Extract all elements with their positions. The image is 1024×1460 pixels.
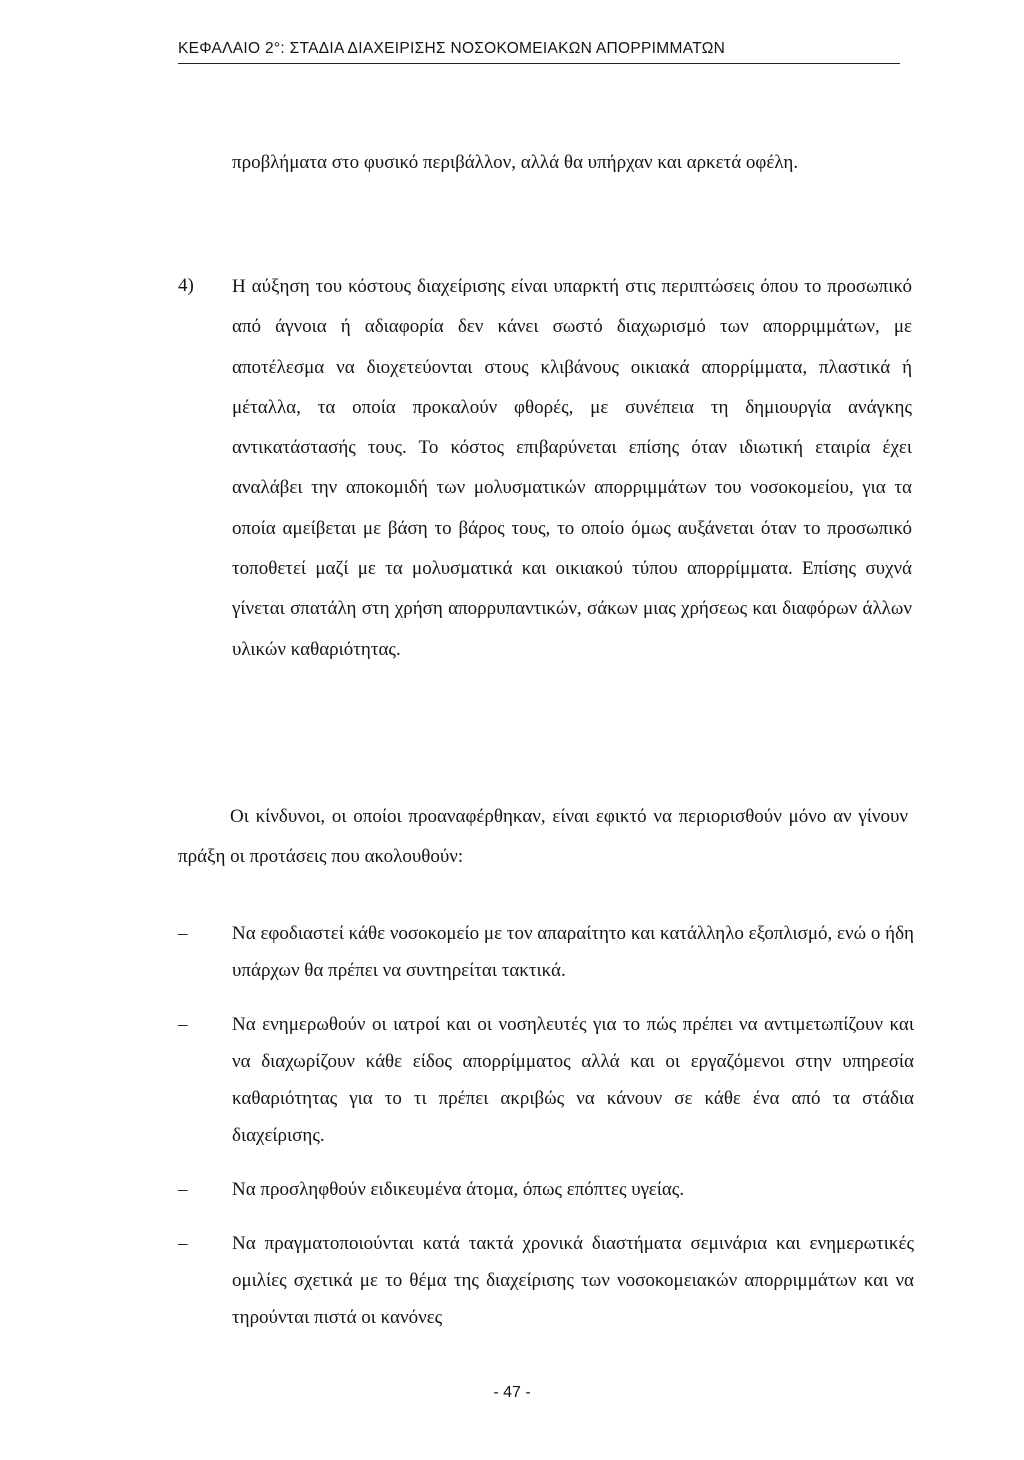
page-number: - 47 -	[493, 1384, 531, 1401]
list-item	[178, 1171, 914, 1208]
list-item-text: Να πραγματοποιούνται κατά τακτά χρονικά διαστήματα σεμινάρια και ενημερωτικές ομιλίες σχετικά με το θέμα της διαχείρισης των νοσοκομειακών απορριμμάτων και να τηρούνται πιστά οι κανόνες	[232, 1233, 914, 1328]
risks-paragraph: Οι κίνδυνοι, οι οποίοι προαναφέρθηκαν, είναι εφικτό να περιορισθούν μόνο αν γίνουν πράξη οι προτάσεις που ακολουθούν:	[178, 806, 908, 867]
header-rule	[178, 63, 900, 64]
list-item-text: Να εφοδιαστεί κάθε νοσοκομείο με τον απαραίτητο και κατάλληλο εξοπλισμό, ενώ ο ήδη υπάρχων θα πρέπει να συντηρείται τακτικά.	[232, 923, 914, 981]
dash-bullet: –	[178, 923, 188, 944]
dash-bullet: –	[178, 1233, 188, 1254]
list-item	[178, 915, 914, 989]
item-4-paragraph: Η αύξηση του κόστους διαχείρισης είναι υπαρκτή στις περιπτώσεις όπου το προσωπικό από άγνοια ή αδιαφορία δεν κάνει σωστό διαχωρισμό των απορριμμάτων, με αποτέλεσμα να διοχετεύονται στους κλιβάνους οικιακά απορρίμματα, πλαστικά ή μέταλλα, τα οποία προκαλούν φθορές, με συνέπεια τη δημιουργία ανάγκης αντικατάστασής τους. Το κόστος επιβαρύνεται επίσης όταν ιδιωτική εταιρία έχει αναλάβει την αποκομιδή των μολυσματικών απορριμμάτων του νοσοκομείου, για τα οποία αμείβεται με βάση το βάρος τους, το οποίο όμως αυξάνεται όταν το προσωπικό τοποθετεί μαζί με τα μολυσματικά και οικιακού τύπου απορρίμματα. Επίσης συχνά γίνεται σπατάλη στη χρήση απορρυπαντικών, σάκων μιας χρήσεως και διαφόρων άλλων υλικών καθαριότητας.	[232, 276, 912, 660]
dash-bullet: –	[178, 1179, 188, 1200]
item-number: 4)	[178, 275, 194, 296]
list-item	[178, 1225, 914, 1336]
dash-bullet: –	[178, 1014, 188, 1035]
list-item-text: Να προσληφθούν ειδικευμένα άτομα, όπως επόπτες υγείας.	[232, 1179, 685, 1200]
intro-paragraph: προβλήματα στο φυσικό περιβάλλον, αλλά θα υπήρχαν και αρκετά οφέλη.	[232, 152, 799, 173]
list-item	[178, 1006, 914, 1154]
proposals-list	[178, 915, 914, 1353]
list-item-text: Να ενημερωθούν οι ιατροί και οι νοσηλευτές για το πώς πρέπει να αντιμετωπίζουν και να διαχωρίζουν κάθε είδος απορρίμματος αλλά και οι εργαζόμενοι στην υπηρεσία καθαριότητας για το τι πρέπει ακριβώς να κάνουν σε κάθε ένα από τα στάδια διαχείρισης.	[232, 1014, 914, 1146]
running-header: ΚΕΦΑΛΑΙΟ 2°: ΣΤΑΔΙΑ ΔΙΑΧΕΙΡΙΣΗΣ ΝΟΣΟΚΟΜΕΙΑΚΩΝ ΑΠΟΡΡΙΜΜΑΤΩΝ	[178, 40, 726, 57]
